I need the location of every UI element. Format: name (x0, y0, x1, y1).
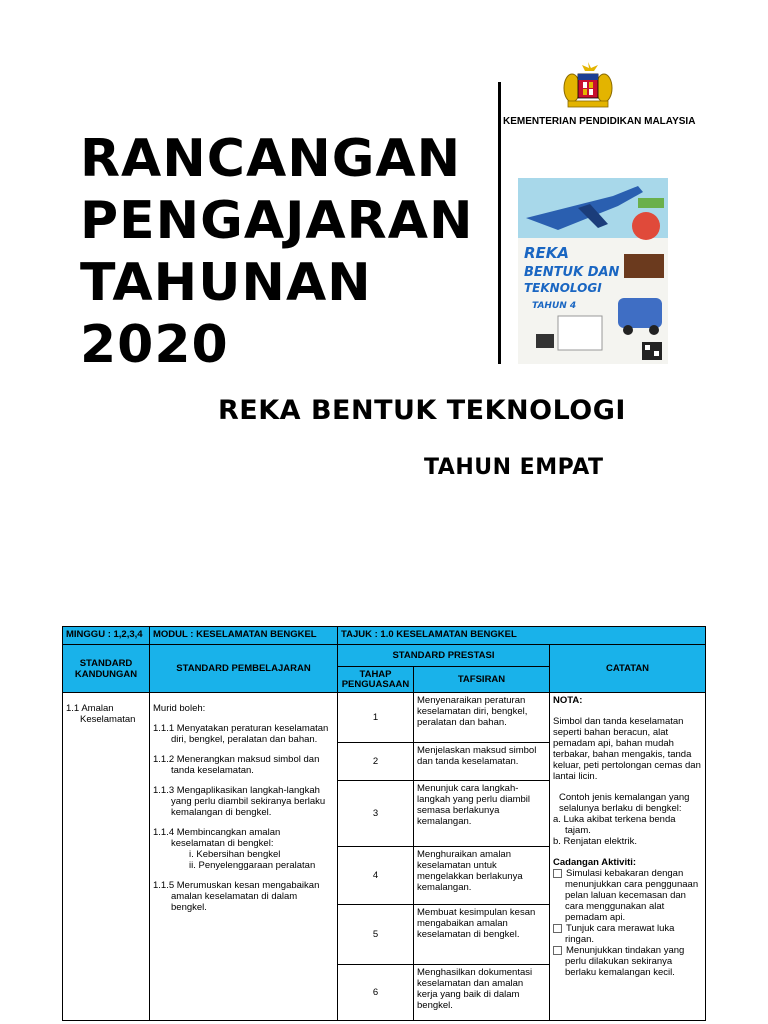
title-line-3: TAHUNAN (80, 253, 372, 313)
sp-item-4: 1.1.4 Membincangkan amalan keselamatan di bengkel: (153, 827, 281, 849)
header-standard-prestasi: STANDARD PRESTASI (338, 645, 550, 667)
nota-item-b: b. Renjatan elektrik. (553, 836, 637, 847)
tp-level: 4 (338, 847, 414, 905)
sp-item-5: 1.1.5 Merumuskan kesan mengabaikan amalan keselamatan di dalam bengkel. (153, 880, 320, 913)
week-cell: MINGGU : 1,2,3,4 (63, 627, 150, 645)
topic-cell: TAJUK : 1.0 KESELAMATAN BENGKEL (338, 627, 706, 645)
tp-level: 3 (338, 781, 414, 847)
tp-description: Menyenaraikan peraturan keselamatan diri, bengkel, peralatan dan bahan. (414, 693, 550, 743)
sp-item-4a: i. Kebersihan bengkel (189, 849, 281, 860)
nota-text-2: Contoh jenis kemalangan yang selalunya berlaku di bengkel: (559, 792, 690, 814)
tp-description: Menjelaskan maksud simbol dan tanda keselamatan. (414, 743, 550, 781)
tp-description: Menghuraikan amalan keselamatan untuk mengelakkan berlakunya kemalangan. (414, 847, 550, 905)
cover-title-4: TAHUN 4 (532, 301, 577, 311)
header-catatan: CATATAN (550, 645, 706, 693)
sp-item-4b: ii. Penyelenggaraan peralatan (189, 860, 316, 871)
activity-2-text: Tunjuk cara merawat luka ringan. (565, 923, 675, 945)
year-title: TAHUN EMPAT (424, 455, 604, 480)
standard-kandungan-text: 1.1 Amalan Keselamatan (66, 703, 136, 725)
tp-description: Menunjuk cara langkah-langkah yang perlu diambil semasa berlakunya kemalangan. (414, 781, 550, 847)
textbook-cover-image (518, 178, 668, 364)
tp-level: 6 (338, 965, 414, 1021)
nota-item-a: a. Luka akibat terkena benda tajam. (553, 814, 676, 836)
header-standard-pembelajaran: STANDARD PEMBELAJARAN (150, 645, 338, 693)
title-line-1: RANCANGAN (80, 129, 462, 189)
title-line-4: 2020 (80, 315, 229, 375)
module-cell: MODUL : KESELAMATAN BENGKEL (150, 627, 338, 645)
sp-item-2: 1.1.2 Menerangkan maksud simbol dan tanda keselamatan. (153, 754, 320, 776)
cover-title-3: TEKNOLOGI (524, 281, 602, 295)
header-tafsiran: TAFSIRAN (414, 667, 550, 693)
sp-item-1: 1.1.1 Menyatakan peraturan keselamatan diri, bengkel, peralatan dan bahan. (153, 723, 329, 745)
cadangan-heading: Cadangan Aktiviti: (553, 857, 637, 868)
activity-3-text: Menunjukkan tindakan yang perlu dilakukan sekiranya berlaku kemalangan kecil. (565, 945, 685, 978)
tp-level: 1 (338, 693, 414, 743)
header-standard-kandungan: STANDARD KANDUNGAN (63, 645, 150, 693)
standard-pembelajaran-cell (150, 693, 338, 1021)
nota-text-1: Simbol dan tanda keselamatan seperti bahan beracun, alat pemadam api, bahan mudah terbakar, bahan mengakis, tanda keluar, peti pertolongan cemas dan lantai licin. (553, 716, 701, 782)
lesson-plan-table (62, 626, 706, 1021)
activity-1-text: Simulasi kebakaran dengan menunjukkan cara penggunaan pelan laluan kecemasan dan cara menggunakan alat pemadam api. (565, 868, 699, 923)
header-tahap-penguasaan: TAHAP PENGUASAAN (338, 667, 414, 693)
checkbox-icon (553, 869, 562, 878)
activity-3 (553, 945, 702, 978)
sp-item-3: 1.1.3 Mengaplikasikan langkah-langkah yang perlu diambil sekiranya berlaku kemalangan di bengkel. (153, 785, 326, 818)
standard-kandungan-cell (63, 693, 150, 1021)
malaysia-crest-logo (556, 60, 620, 110)
cover-title-2: BENTUK DAN (524, 265, 620, 280)
nota-heading: NOTA: (553, 695, 583, 706)
tp-description: Membuat kesimpulan kesan mengabaikan amalan keselamatan di bengkel. (414, 905, 550, 965)
activity-2 (553, 923, 702, 945)
activity-1 (553, 868, 702, 923)
tp-description: Menghasilkan dokumentasi keselamatan dan amalan kerja yang baik di dalam bengkel. (414, 965, 550, 1021)
cover-title-1: REKA (524, 244, 570, 262)
checkbox-icon (553, 946, 562, 955)
tp-level: 2 (338, 743, 414, 781)
document-title (80, 128, 473, 376)
title-line-2: PENGAJARAN (80, 191, 474, 251)
divider-line (498, 82, 501, 364)
sp-intro: Murid boleh: (153, 703, 206, 714)
subject-title: REKA BENTUK TEKNOLOGI (218, 395, 626, 426)
catatan-cell (550, 693, 706, 1021)
checkbox-icon (553, 924, 562, 933)
tp-level: 5 (338, 905, 414, 965)
ministry-label: KEMENTERIAN PENDIDIKAN MALAYSIA (503, 116, 696, 127)
